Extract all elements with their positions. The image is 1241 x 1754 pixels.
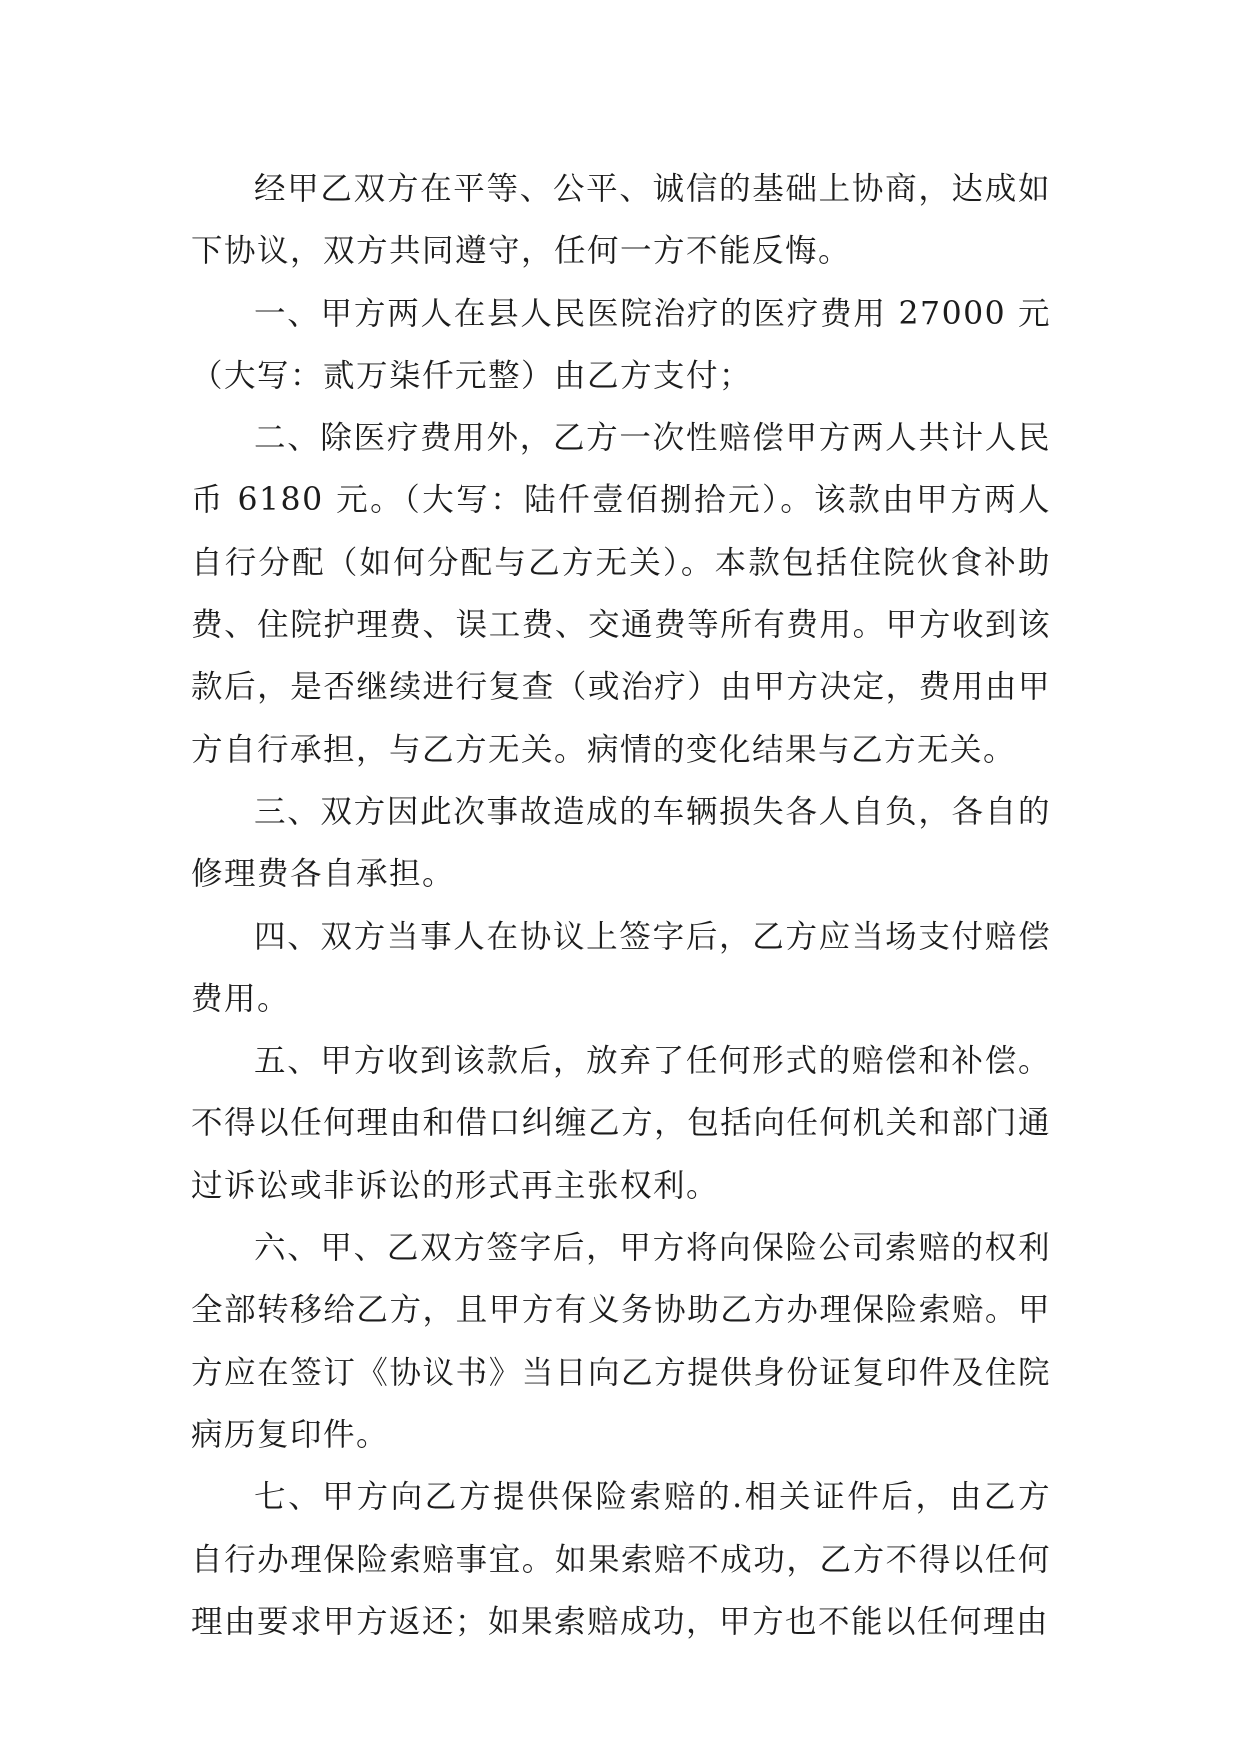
agreement-body <box>191 158 1051 1653</box>
paragraph-clause-4: 四、双方当事人在协议上签字后，乙方应当场支付赔偿费用。 <box>191 918 1051 1017</box>
paragraph-clause-7: 七、甲方向乙方提供保险索赔的.相关证件后，由乙方自行办理保险索赔事宜。如果索赔不成功，乙方不得以任何理由要求甲方返还；如果索赔成功，甲方也不能以任何理由 <box>191 1479 1051 1640</box>
paragraph-preamble: 经甲乙双方在平等、公平、诚信的基础上协商，达成如下协议，双方共同遵守，任何一方不能反悔。 <box>191 171 1051 270</box>
paragraph-clause-6: 六、甲、乙双方签字后，甲方将向保险公司索赔的权利全部转移给乙方，且甲方有义务协助乙方办理保险索赔。甲方应在签订《协议书》当日向乙方提供身份证复印件及住院病历复印件。 <box>191 1230 1051 1453</box>
paragraph-clause-2: 二、除医疗费用外，乙方一次性赔偿甲方两人共计人民币 6180 元。（大写：陆仟壹佰捌拾元）。该款由甲方两人自行分配（如何分配与乙方无关）。本款包括住院伙食补助费、住院护理费、误工费、交通费等所有费用。甲方收到该款后，是否继续进行复查（或治疗）由甲方决定，费用由甲方自行承担，与乙方无关。病情的变化结果与乙方无关。 <box>191 420 1051 768</box>
paragraph-clause-3: 三、双方因此次事故造成的车辆损失各人自负，各自的修理费各自承担。 <box>191 793 1051 893</box>
paragraph-clause-5: 五、甲方收到该款后，放弃了任何形式的赔偿和补偿。不得以任何理由和借口纠缠乙方，包括向任何机关和部门通过诉讼或非诉讼的形式再主张权利。 <box>191 1043 1051 1204</box>
paragraph-clause-1: 一、甲方两人在县人民医院治疗的医疗费用 27000 元（大写：贰万柒仟元整）由乙方支付； <box>191 295 1051 394</box>
